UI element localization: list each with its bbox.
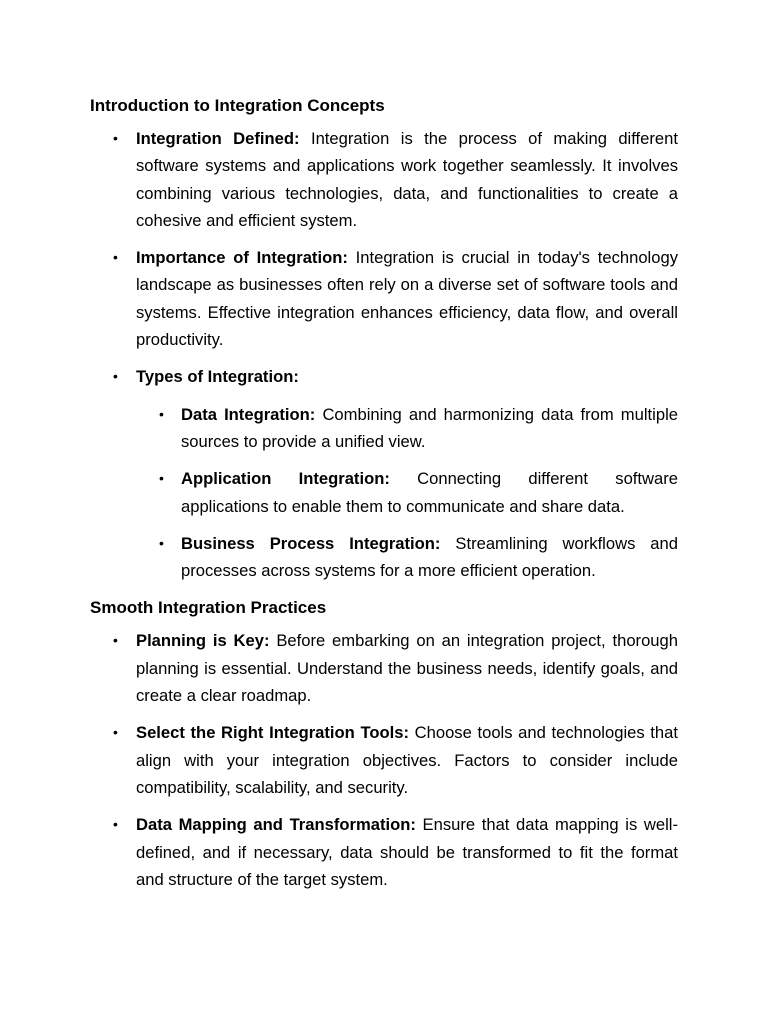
- sublist-item-data-integration: [136, 401, 678, 456]
- document-body: [90, 92, 678, 903]
- list-item-planning-is-key: [90, 627, 678, 709]
- item-text: Choose tools and technologies that align with your integration objectives. Factors to consider include compatibility, scalability, and security.: [136, 723, 678, 797]
- practices-list: [90, 627, 678, 893]
- term-label: Data Mapping and Transformation:: [136, 815, 416, 835]
- bullet-icon: •: [113, 130, 118, 146]
- term-label: Select the Right Integration Tools:: [136, 723, 409, 743]
- item-text: Connecting different software applications to enable them to communicate and share data.: [181, 469, 678, 516]
- list-item-integration-defined: [90, 125, 678, 234]
- types-sublist: [136, 401, 678, 585]
- item-text: Ensure that data mapping is well-defined, and if necessary, data should be transformed to fit the format and structure of the target system.: [136, 815, 678, 889]
- bullet-icon: •: [159, 470, 164, 487]
- term-label: Business Process Integration:: [181, 533, 441, 553]
- bullet-icon: •: [113, 368, 118, 385]
- list-item-data-mapping: [90, 811, 678, 893]
- item-text: Streamlining workflows and processes across systems for a more efficient operation.: [181, 533, 678, 581]
- introduction-list: [90, 125, 678, 584]
- item-text: Integration is the process of making different software systems and applications work together seamlessly. It involves combining various technologies, data, and functionalities to create a cohesive and efficient system.: [136, 129, 678, 230]
- term-label: Integration Defined:: [136, 129, 300, 148]
- bullet-icon: •: [113, 816, 118, 833]
- section-heading-practices: Smooth Integration Practices: [90, 598, 327, 618]
- item-text: Combining and harmonizing data from multiple sources to provide a unified view.: [181, 404, 678, 451]
- list-item-importance-of-integration: [90, 244, 678, 353]
- bullet-icon: •: [159, 405, 164, 422]
- section-heading-introduction: Introduction to Integration Concepts: [90, 96, 385, 115]
- bullet-icon: •: [113, 632, 118, 649]
- sublist-item-application-integration: [136, 465, 678, 520]
- bullet-icon: •: [159, 534, 164, 551]
- term-label: Planning is Key:: [136, 631, 270, 651]
- term-label: Types of Integration:: [136, 367, 299, 387]
- item-text: Integration is crucial in today's technology landscape as businesses often rely on a diverse set of software tools and systems. Effective integration enhances efficiency, data flow, and overall productivity.: [136, 248, 678, 350]
- term-label: Importance of Integration:: [136, 248, 348, 268]
- bullet-icon: •: [113, 724, 118, 741]
- bullet-icon: •: [113, 249, 118, 266]
- term-label: Application Integration:: [181, 469, 390, 489]
- sublist-item-business-process-integration: [136, 530, 678, 585]
- term-label: Data Integration:: [181, 404, 316, 424]
- item-text: Before embarking on an integration project, thorough planning is essential. Understand the business needs, identify goals, and create a clear roadmap.: [136, 631, 678, 706]
- list-item-types-of-integration: [90, 363, 678, 584]
- list-item-select-integration-tools: [90, 719, 678, 801]
